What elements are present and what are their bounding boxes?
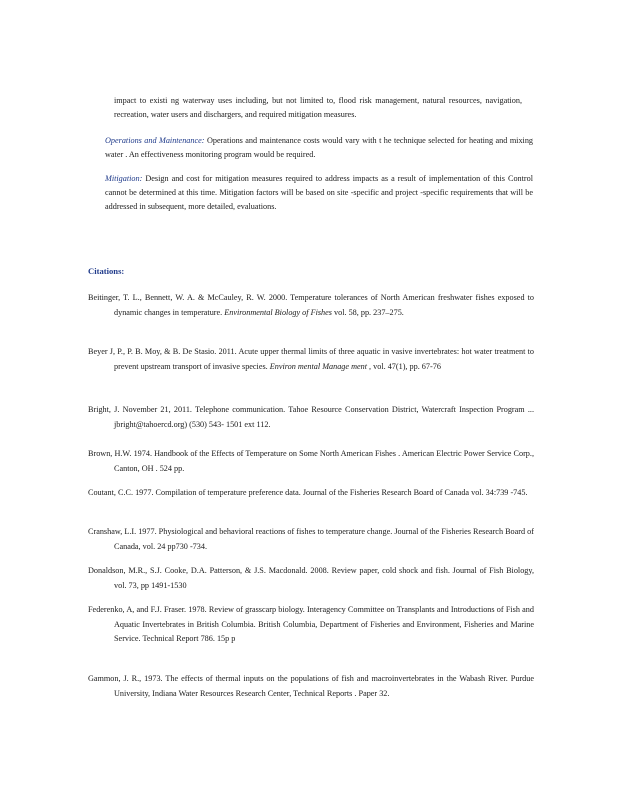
water-use-continuation: impact to existi ng waterway uses including, but not limited to, flood risk management, natural resources, navigation, recreation, water users and dischargers, and required mitigation measures. xyxy=(114,96,522,119)
citation-cranshaw: Cranshaw, L.I. 1977. Physiological and behavioral reactions of fishes to temperature change. Journal of the Fisheries Research Board of Canada, vol. 24 pp730 -734. xyxy=(88,527,534,551)
citation-federenko: Federenko, A, and F.J. Fraser. 1978. Review of grasscarp biology. Interagency Committee on Transplants and Introductions of Fish and Aquatic Invertebrates in British Columbia. British Columbia, Department of Fisheries and Environment, Fisheries and Marine Service. Technical Report 786. 15p p xyxy=(88,605,534,644)
citation-bright: Bright, J. November 21, 2011. Telephone communication. Tahoe Resource Conservation District, Watercraft Inspection Program ... jbright@tahoercd.org) (530) 543- 1501 ext 112. xyxy=(88,405,534,429)
citation-brown: Brown, H.W. 1974. Handbook of the Effects of Temperature on Some North American Fishes . American Electric Power Service Corp., Canton, OH . 524 pp. xyxy=(88,449,534,473)
citation-gammon: Gammon, J. R., 1973. The effects of thermal inputs on the populations of fish and macroinvertebrates in the Wabash River. Purdue University, Indiana Water Resources Research Center, Technical Reports . Paper 32. xyxy=(88,674,534,698)
mitigation-text: Design and cost for mitigation measures required to address impacts as a result of implementation of this Control cannot be determined at this time. Mitigation factors will be based on site -specific and project -specific requirements that will be addressed in subsequent, more detailed, evaluations. xyxy=(105,174,534,211)
citation-beitinger: Beitinger, T. L., Bennett, W. A. & McCauley, R. W. 2000. Temperature tolerances of North American freshwater fishes exposed to dynamic changes in temperature. Environmental Biology of Fishes vol. 58, pp. 237–275. xyxy=(88,293,534,317)
mitigation-item xyxy=(105,172,533,214)
citations-heading: Citations: xyxy=(88,266,125,276)
operations-maintenance-label: Operations and Maintenance: xyxy=(105,136,205,145)
citation-beyer: Beyer J, P., P. B. Moy, & B. De Stasio. 2011. Acute upper thermal limits of three aquatic in vasive invertebrates: hot water treatment to prevent upstream transport of invasive species. Environ mental Manage ment , vol. 47(1), pp. 67-76 xyxy=(88,347,534,371)
operations-maintenance-text: Operations and maintenance costs would vary with t he technique selected for heating and mixing water . An effectiveness monitoring program would be required. xyxy=(105,136,534,159)
citation-coutant: Coutant, C.C. 1977. Compilation of temperature preference data. Journal of the Fisheries Research Board of Canada vol. 34:739 -745. xyxy=(88,488,528,497)
operations-maintenance-item xyxy=(105,134,533,162)
citation-donaldson: Donaldson, M.R., S.J. Cooke, D.A. Patterson, & J.S. Macdonald. 2008. Review paper, cold shock and fish. Journal of Fish Biology, vol. 73, pp 1491-1530 xyxy=(88,566,534,590)
mitigation-label: Mitigation: xyxy=(105,174,143,183)
